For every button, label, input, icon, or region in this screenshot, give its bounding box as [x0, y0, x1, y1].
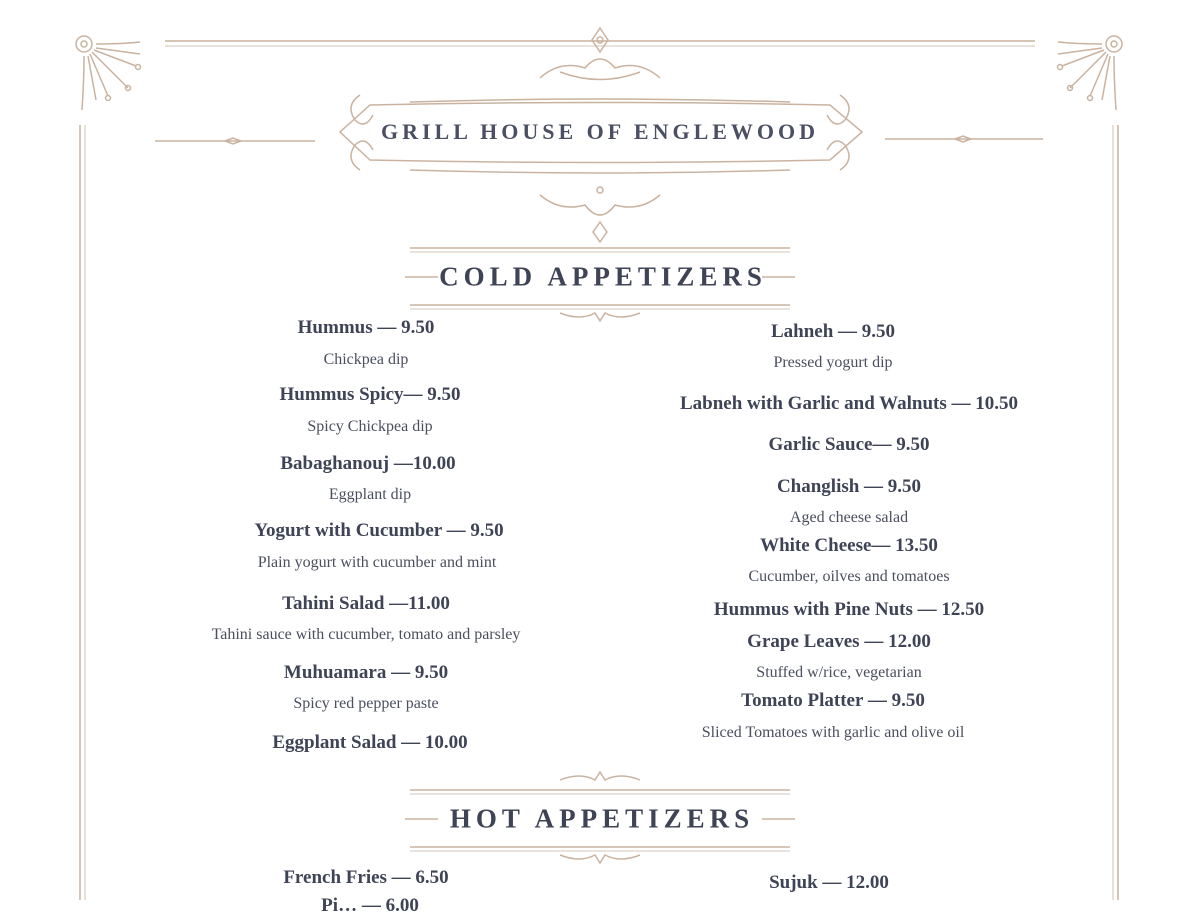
menu-item-name: Hummus — 9.50 — [297, 317, 435, 338]
menu-item-name: French Fries — 6.50 — [283, 867, 449, 888]
menu-item-name: Muhuamara — 9.50 — [283, 662, 449, 683]
menu-item-desc: Sliced Tomatoes with garlic and olive oil — [701, 724, 965, 741]
restaurant-name: GRILL HOUSE OF ENGLEWOOD — [380, 119, 820, 144]
menu-item-desc: Spicy red pepper paste — [293, 695, 439, 712]
corner-ornament-left — [76, 36, 141, 110]
menu-item-desc: Tahini sauce with cucumber, tomato and parsley — [211, 626, 521, 643]
menu-item-name: Grape Leaves — 12.00 — [747, 631, 931, 652]
menu-item-desc: Cucumber, oilves and tomatoes — [748, 568, 950, 585]
menu-item-desc: Stuffed w/rice, vegetarian — [756, 664, 922, 681]
menu-item-name: Sujuk — 12.00 — [769, 872, 889, 893]
menu-item-name: Yogurt with Cucumber — 9.50 — [254, 520, 504, 541]
section-title-cold-appetizers: COLD APPETIZERS — [439, 261, 767, 292]
menu-item-desc: Chickpea dip — [323, 351, 409, 368]
menu-item-name: Hummus Spicy— 9.50 — [279, 384, 461, 405]
menu-item-name: Labneh with Garlic and Walnuts — 10.50 — [679, 393, 1019, 414]
menu-item-desc: Spicy Chickpea dip — [307, 418, 433, 435]
menu-item-name: Eggplant Salad — 10.00 — [272, 732, 468, 753]
menu-item-name: White Cheese— 13.50 — [760, 535, 938, 556]
menu-item-name: Tomato Platter — 9.50 — [741, 690, 925, 711]
section-title-hot-appetizers: HOT APPETIZERS — [449, 803, 755, 834]
menu-item-name: Lahneh — 9.50 — [770, 321, 896, 342]
menu-item-desc: Plain yogurt with cucumber and mint — [257, 554, 497, 571]
menu-item-name: Tahini Salad —11.00 — [282, 593, 450, 614]
corner-ornament-right — [1058, 36, 1123, 110]
menu-item-desc: Aged cheese salad — [789, 509, 909, 526]
menu-item-name: Babaghanouj —10.00 — [280, 453, 456, 474]
menu-item-name: Garlic Sauce— 9.50 — [768, 434, 930, 455]
menu-item-desc: Pressed yogurt dip — [773, 354, 893, 371]
menu-item-name: Pi… — 6.00 — [321, 895, 419, 916]
menu-item-name: Changlish — 9.50 — [776, 476, 922, 497]
menu-item-name: Hummus with Pine Nuts — 12.50 — [713, 599, 985, 620]
menu-item-desc: Eggplant dip — [328, 486, 412, 503]
